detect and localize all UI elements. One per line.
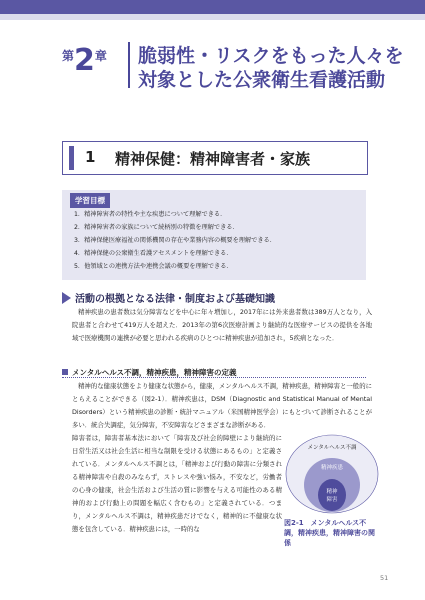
middle-circle-label: 精神疾患 xyxy=(320,465,344,471)
top-light-band xyxy=(0,14,425,20)
paragraph-3: 障害者は，障害者基本法において「障害及び社会的障壁により継続的に日常生活又は社会生活に相当な制限を受ける状態にあるもの」と定義されている．メンタルヘルス不調とは，「精神および行動の障害に分類される精神障害や自殺のみならず，ストレスや強い悩み，不安など，労働者の心身の健康，社会生活および生活の質に影響を与える可能性のある精神的および行動上の問題を幅広く含むもの」と定義されている．つまり，メンタルヘルス不調は，精神疾患だけでなく，精神的に不健康な状態を包含している．精神疾患には，一時的な xyxy=(72,434,282,533)
chapter-title xyxy=(138,44,408,92)
chapter-label xyxy=(62,43,107,78)
square-bullet-icon xyxy=(62,369,68,375)
nested-circles-figure xyxy=(284,432,380,514)
chapter-divider xyxy=(128,42,130,88)
goal-item: 2．精神障害者の家族について続柄別の特徴を理解できる． xyxy=(74,224,239,231)
outer-circle-label: メンタルヘルス不調 xyxy=(307,445,357,451)
subheading xyxy=(62,290,275,305)
learning-goals-label: 学習目標 xyxy=(70,193,110,208)
chapter-number: 2 xyxy=(74,43,95,78)
inner-circle xyxy=(318,479,346,511)
goal-item: 3．精神保健医療福祉の関係機関の存在や業務内容の概要を理解できる． xyxy=(74,237,276,244)
learning-goals-box xyxy=(62,190,366,280)
inner-circle-label-1: 精神 xyxy=(326,489,338,495)
goal-item: 5．他領域との連携方法や連携会議の概要を理解できる． xyxy=(74,263,233,270)
definition-heading-text: メンタルヘルス不調，精神疾患，精神障害の定義 xyxy=(72,368,237,377)
chapter-sho: 章 xyxy=(94,49,107,63)
dotted-rule xyxy=(62,377,366,378)
arrow-icon xyxy=(62,292,71,304)
paragraph-2: 精神的な健康状態をより健康な状態から，健康，メンタルヘルス不調，精神疾患，精神障害と一般的にとらえることができる（図2-1）．精神疾患は，DSM（Diagnostic and Statistical Manual of Mental Disorders）という精神疾患の診断・統計マニュアル（米国精神医学会）にもとづいて診断されることが多い．統合失調症，気分障害，不安障害などさまざまな診断がある． xyxy=(72,382,372,429)
inner-circle-label-2: 障害 xyxy=(326,497,338,503)
figure-caption: 図2-1 メンタルヘルス不調，精神疾患，精神障害の関係 xyxy=(284,519,375,547)
paragraph-1: 精神疾患の患者数は気分障害などを中心に年々増加し，2017年には外来患者数は389万人となり，入院患者と合わせて419万人を超えた．2013年の第6次医療計画より継続的な医療サービスの提供を各地域で医療機関の連携が必要と思われる疾病のひとつに精神疾患が追加され，5疾病となった． xyxy=(72,308,372,342)
goal-item: 4．精神保健の公衆衛生看護アセスメントを理解できる． xyxy=(74,250,233,257)
chapter-title-line-2: 対象とした公衆衛生看護活動 xyxy=(138,69,386,91)
section-number: 1 xyxy=(85,148,96,166)
section-heading-box xyxy=(62,141,368,175)
goal-item: 1．精神障害者の特性や主な疾患について理解できる． xyxy=(74,211,227,218)
top-color-band xyxy=(0,0,425,14)
page-number: 51 xyxy=(380,574,389,582)
learning-goals-list xyxy=(74,208,359,273)
section-accent-bar xyxy=(69,146,74,170)
chapter-dai: 第 xyxy=(62,49,75,63)
chapter-title-line-1: 脆弱性・リスクをもった人々を xyxy=(138,45,404,67)
subheading-text: 活動の根拠となる法律・制度および基礎知識 xyxy=(75,294,275,305)
section-title: 精神保健：精神障害者・家族 xyxy=(115,150,311,168)
